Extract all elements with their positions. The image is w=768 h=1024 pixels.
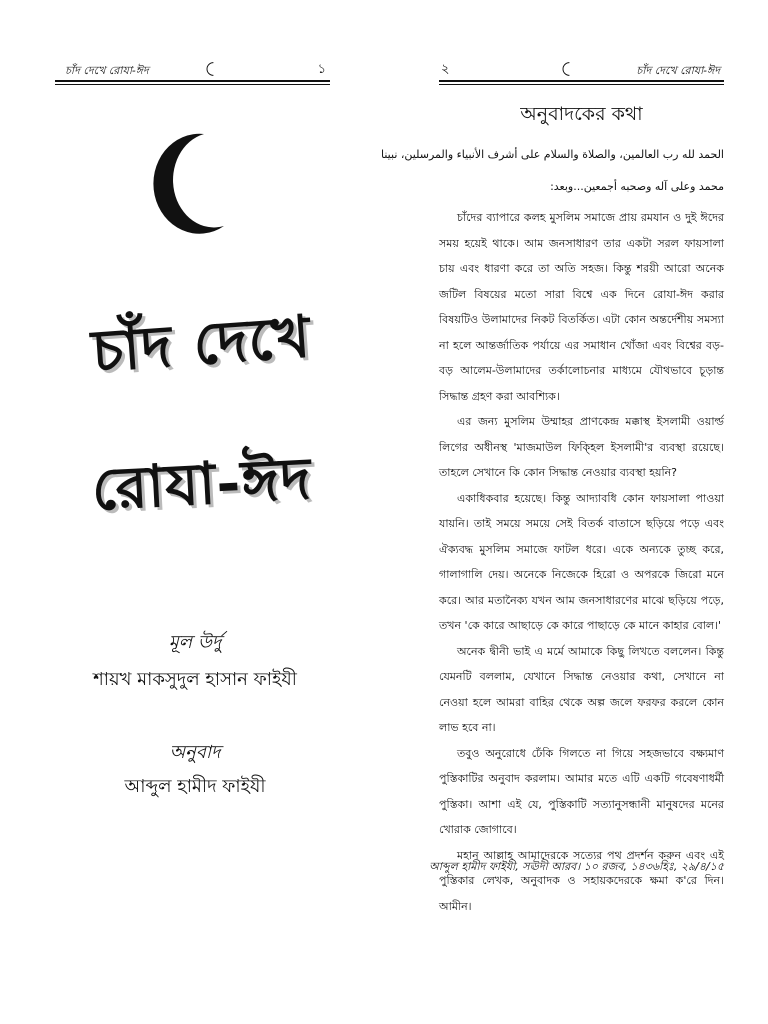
arabic-invocation-line1: الحمد لله رب العالمين، والصلاة والسلام على أشرف الأنبياء والمرسلين، نبينا	[381, 148, 724, 161]
cover-title-line2: রোযা-ঈদ	[90, 444, 314, 524]
crescent-moon-icon	[559, 61, 575, 77]
section-title: অনুবাদকের কথা	[520, 103, 643, 125]
paragraph: এর জন্য মুসলিম উম্মাহর প্রাণকেন্দ্র মক্কাস্থ ইসলামী ওয়ার্ল্ড লিগের অধীনস্থ 'মাজমাউল ফিক্হিল ইসলামী'র ব্যবস্থা রয়েছে। তাহলে সেখানে কি কোন সিদ্ধান্ত নেওয়ার ব্যবস্থা হয়নি?	[439, 415, 724, 479]
paragraph: মহান আল্লাহ আমাদেরকে সত্যের পথ প্রদর্শন করুন এবং এই পুস্তিকার লেখক, অনুবাদক ও সহায়কদেরকে ক্ষমা ক'রে দিন। আমীন।	[439, 848, 724, 913]
paragraph: চাঁদের ব্যাপারে কলহ মুসলিম সমাজে প্রায় রমযান ও দুই ঈদের সময় হয়েই থাকে। আম জনসাধারণ তার একটা সরল ফায়সালা চায় এবং ধারণা করে তা অতি সহজ। কিন্তু শরয়ী আরো অনেক জটিল বিষয়ের মতো সারা বিশ্বে এক দিনে রোযা-ঈদ করার বিষয়টিও উলামাদের নিকট বিতর্কিত। এটা কোন অন্তর্দেশীয় সমস্যা না হলে আন্তর্জাতিক পর্যায়ে এর সমাধান খোঁজা এবং বিশ্বের বড়-বড় আলেম-উলামাদের তর্কালোচনার মাধ্যমে যৌথভাবে চূড়ান্ত সিদ্ধান্ত গ্রহণ করা আবশ্যিক।	[439, 211, 724, 403]
author-name: শায়খ মাকসুদুল হাসান ফাইযী	[93, 669, 297, 690]
page-number: ১	[317, 62, 326, 77]
paragraph: একাধিকবার হয়েছে। কিন্তু আদ্যাবধি কোন ফায়সালা পাওয়া যায়নি। তাই সময়ে সময়ে সেই বিতর্ক বাতাসে ছড়িয়ে পড়ে এবং ঐক্যবদ্ধ মুসলিম সমাজে ফাটল ধরে। একে অন্যকে তুচ্ছ করে, গালাগালি দেয়। অনেকে নিজেকে হিরো ও অপরকে জিরো মনে করে। আর মতানৈক্য যখন আম জনসাধারণের মাঝে ছড়িয়ে পড়ে, তখন 'কে কারে আছাড়ে কে কারে পাছাড়ে কে মানে কাহার বোল।'	[439, 491, 724, 632]
right-page	[381, 0, 768, 1024]
translator-name: আব্দুল হামীদ ফাইযী	[124, 776, 266, 797]
body-text	[439, 205, 724, 919]
translator-signature: আব্দুল হামীদ ফাইযী, সঊদী আরব। ১০ রজব, ১৪৩৬হিঃ, ২৯/৪/১৫	[429, 860, 724, 873]
crescent-moon-icon	[203, 61, 219, 77]
paragraph: তবুও অনুরোধে ঢেঁকি গিলতে না গিয়ে সহজভাবে বক্ষ্যমাণ পুস্তিকাটির অনুবাদ করলাম। আমার মতে এটি একটি গবেষণাধর্মী পুস্তিকা। আশা এই যে, পুস্তিকাটি সত্যানুসন্ধানী মানুষদের মনের খোরাক জোগাবে।	[439, 746, 724, 836]
original-language-label: মূল উর্দু	[168, 632, 222, 653]
right-page-header	[439, 58, 724, 82]
crescent-moon-icon	[152, 130, 232, 240]
header-title: চাঁদ দেখে রোযা-ঈদ	[636, 64, 720, 77]
cover-title-line1: চাঁদ দেখে	[89, 302, 313, 386]
left-page-header	[55, 58, 330, 82]
page-number: ২	[441, 62, 450, 77]
translation-label: অনুবাদ	[169, 742, 221, 763]
paragraph: অনেক দ্বীনী ভাই এ মর্মে আমাকে কিছু লিখতে বললেন। কিন্তু যেমনটি বললাম, যেখানে সিদ্ধান্ত নেওয়ার কথা, সেখানে না নেওয়া হলে আমরা বাহির থেকে অল্প জলে ফরফর করলে কোন লাভ হবে না।	[439, 644, 724, 734]
header-title: চাঁদ দেখে রোযা-ঈদ	[65, 64, 149, 77]
arabic-invocation-line2: محمد وعلى آله وصحبه أجمعين...وبعد:	[550, 180, 724, 193]
